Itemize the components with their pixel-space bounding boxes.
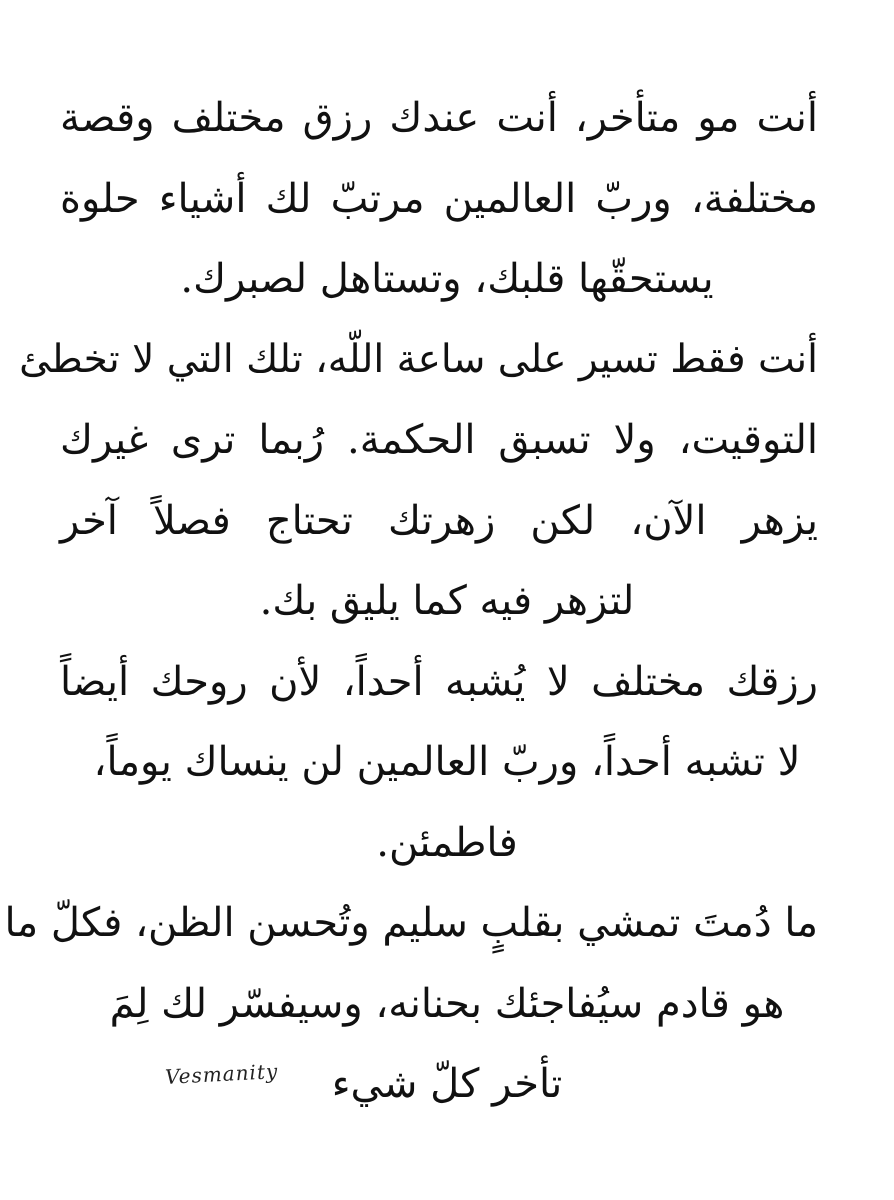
text-line-1: أنت مو متأخر، أنت عندك رزق مختلف وقصة [60,95,818,141]
text-line-2: مختلفة، وربّ العالمين مرتبّ لك أشياء حلوة [60,175,818,222]
arabic-text-block [0,78,894,1125]
text-line-10: فاطمئن. [376,819,518,866]
text-line-9: لا تشبه أحداً، وربّ العالمين لن ينساك يوماً، [93,739,801,785]
text-line-3: يستحقّها قلبك، وتستاهل لصبرك. [180,256,714,302]
text-line-13: تأخر كلّ شيء [331,1061,563,1107]
text-line-8: رزقك مختلف لا يُشبه أحداً، لأن روحك أيضاً [60,658,818,705]
text-line-11: ما دُمتَ تمشي بقلبٍ سليم وتُحسن الظن، فكلّ ما [4,900,818,946]
text-line-12: هو قادم سيُفاجئك بحنانه، وسيفسّر لك لِمَ [109,980,785,1027]
text-line-6: يزهر الآن، لكن زهرتك تحتاج فصلاً آخر [60,497,818,544]
signature-watermark: Vesmanity [164,1059,279,1089]
text-line-7: لتزهر فيه كما يليق بك. [259,578,635,624]
text-line-4: أنت فقط تسير على ساعة اللّه، تلك التي لا تخطئ [19,336,818,382]
text-line-5: التوقيت، ولا تسبق الحكمة. رُبما ترى غيرك [60,417,818,463]
